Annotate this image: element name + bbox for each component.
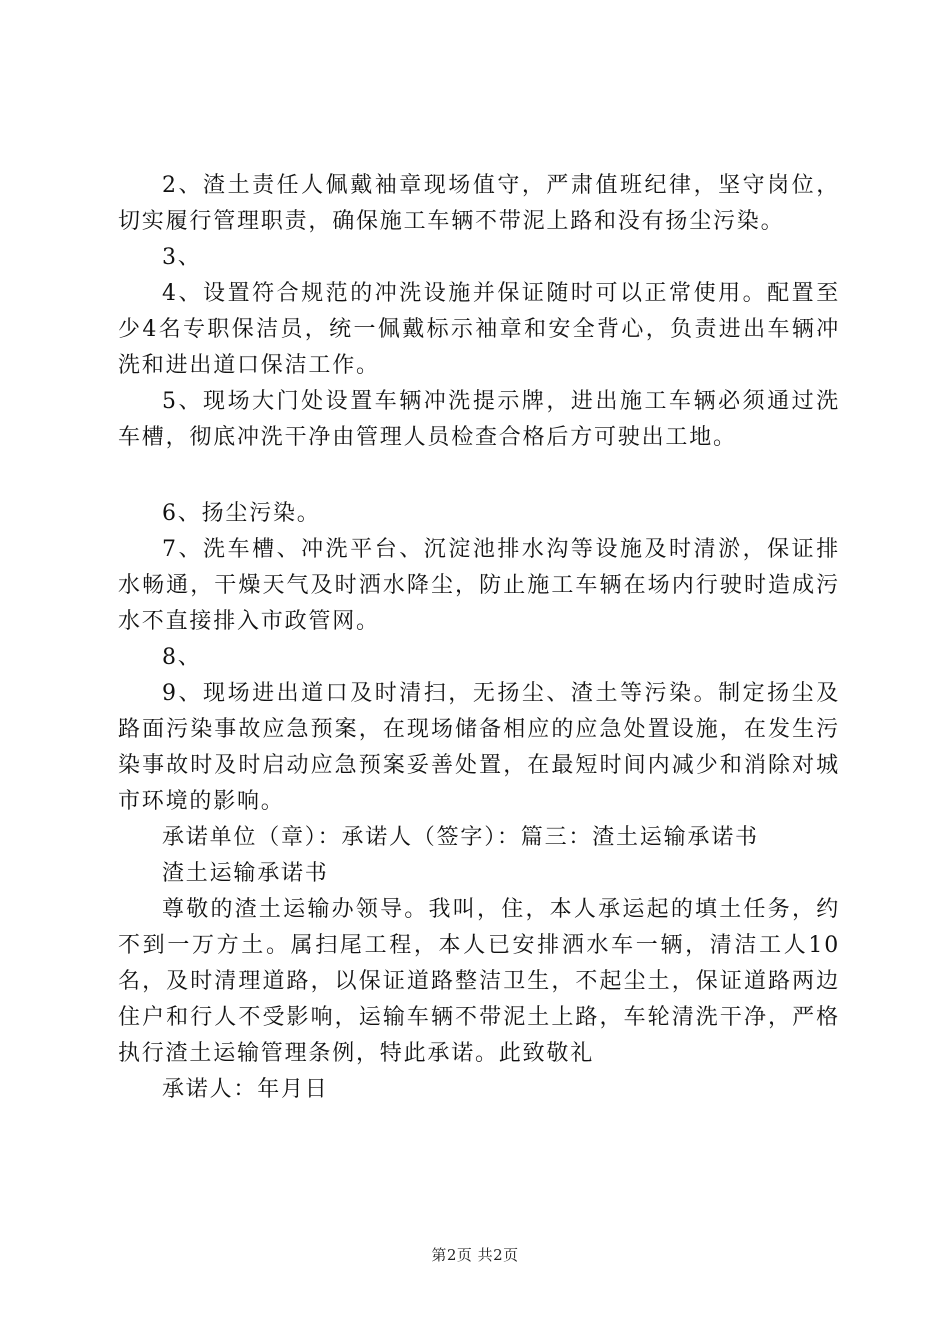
- section-title: 渣土运输承诺书: [162, 861, 329, 886]
- commitment-body: 尊敬的渣土运输办领导。我叫，住，本人承运起的填土任务，约不到一万方土。属扫尾工程，本人已安排洒水车一辆，清洁工人10名，及时清理道路，以保证道路整洁卫生，不起尘土，保证道路两边住户和行人不受影响，运输车辆不带泥土上路，车轮清洗干净，严格执行渣土运输管理条例，特此承诺。此致敬礼: [118, 897, 840, 1066]
- paragraph-item-8: 8、: [162, 645, 202, 670]
- page-number: 第2页 共2页: [431, 1246, 519, 1264]
- paragraph-item-7: 7、洗车槽、冲洗平台、沉淀池排水沟等设施及时清淤，保证排水畅通，干燥天气及时洒水降尘，防止施工车辆在场内行驶时造成污水不直接排入市政管网。: [118, 537, 840, 634]
- paragraph-item-5: 5、现场大门处设置车辆冲洗提示牌，进出施工车辆必须通过洗车槽，彻底冲洗干净由管理人员检查合格后方可驶出工地。: [118, 389, 840, 450]
- paragraph-item-6: 6、扬尘污染。: [162, 501, 321, 526]
- commitment-signature-line: 承诺单位（章）：承诺人（签字）：篇三：渣土运输承诺书: [162, 825, 759, 850]
- paragraph-item-4: 4、设置符合规范的冲洗设施并保证随时可以正常使用。配置至少4名专职保洁员，统一佩戴标示袖章和安全背心，负责进出车辆冲洗和进出道口保洁工作。: [118, 281, 840, 378]
- paragraph-item-9: 9、现场进出道口及时清扫，无扬尘、渣土等污染。制定扬尘及路面污染事故应急预案，在现场储备相应的应急处置设施，在发生污染事故时及时启动应急预案妥善处置，在最短时间内减少和消除对城市环境的影响。: [118, 681, 840, 814]
- paragraph-item-2: 2、渣土责任人佩戴袖章现场值守，严肃值班纪律，坚守岗位，切实履行管理职责，确保施工车辆不带泥上路和没有扬尘污染。: [118, 173, 840, 234]
- signature-date-line: 承诺人：年月日: [162, 1077, 329, 1102]
- document-body: [118, 168, 840, 1108]
- paragraph-item-3: 3、: [162, 245, 202, 270]
